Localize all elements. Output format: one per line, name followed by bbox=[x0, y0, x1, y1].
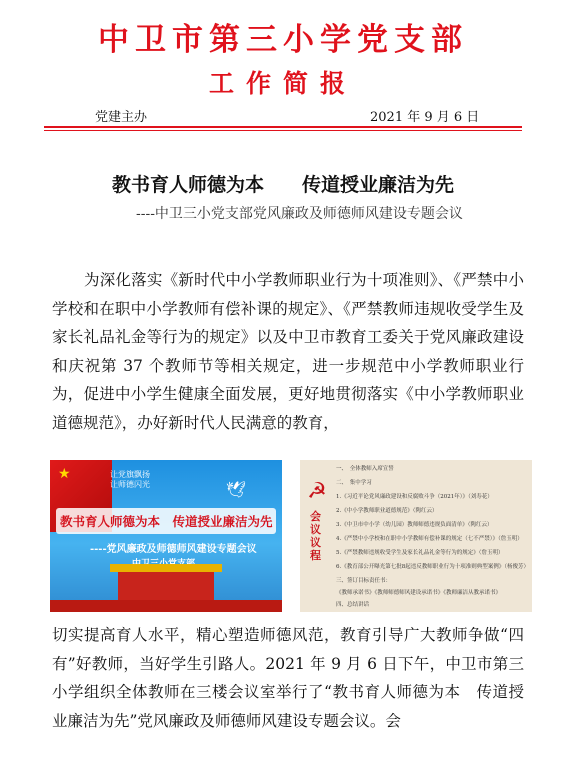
issue-date: 2021 年 9 月 6 日 bbox=[370, 110, 480, 125]
article-title: 教书育人师德为本 传道授业廉洁为先 bbox=[111, 174, 454, 196]
banner-main-text: 教书育人师德为本 传道授业廉洁为先 bbox=[60, 514, 273, 529]
agenda-item: 2.《中小学教师职业道德规范》（陶红云） bbox=[336, 508, 438, 514]
meeting-agenda-photo bbox=[300, 460, 532, 612]
party-emblem-icon: ☭ bbox=[307, 479, 327, 504]
agenda-item: 3.《中卫市中小学（幼儿园）教师师德违规负面清单》（陶红云） bbox=[336, 522, 493, 528]
agenda-item: 4.《严禁中小学校和在职中小学教师有偿补课的规定（七不严禁）》（詹玉明） bbox=[336, 536, 523, 542]
meeting-banner-photo bbox=[50, 460, 282, 612]
banner-sub-text: ----党风廉政及师德师风建设专题会议 bbox=[90, 544, 257, 555]
org-title: 中卫市第三小学党支部 bbox=[98, 22, 468, 58]
dove-icon: 🕊 bbox=[226, 480, 247, 499]
agenda-item: 二、 集中学习 bbox=[336, 480, 372, 486]
agenda-item: 《教师承诺书》《教师师德师风建设承诺书》《教师廉洁从教承诺书》 bbox=[336, 590, 502, 596]
star-icon: ★ bbox=[58, 466, 71, 482]
agenda-item: 1.《习近平论党风廉政建设和反腐败斗争（2021年）》（刘寿花） bbox=[336, 494, 493, 500]
agenda-item: 四、总结讲话 bbox=[336, 602, 370, 608]
article-subtitle: ----中卫三小党支部党风廉政及师德师风建设专题会议 bbox=[136, 206, 463, 222]
agenda-item: 一、 全体教师入席宣誓 bbox=[336, 466, 394, 472]
tiananmen-gate-shape bbox=[118, 572, 214, 602]
article-paragraph-1: 为深化落实《新时代中小学教师职业行为十项准则》、《严禁中小学校和在职中小学教师有偿补课的规定》、《严禁教师违规收受学生及家长礼品礼金等行为的规定》以及中卫市教育工委关于党风廉政建设和庆祝第 37 个教师节等相关规定，进一步规范中小学教师职业行为，促进中小学生健康全面发展，更好地贯彻落实《中小学教师职业道德规范》，办好新时代人民满意的教育， bbox=[52, 271, 524, 432]
banner-ground bbox=[50, 600, 282, 612]
banner-logo-text: 让党旗飘扬 让师德闪光 bbox=[110, 470, 150, 489]
host-label: 党建主办 bbox=[95, 110, 148, 125]
agenda-item: 三、签订目标责任书： bbox=[336, 578, 392, 584]
header-rule-thick bbox=[44, 126, 522, 128]
agenda-item: 5.《严禁教师违规收受学生及家长礼品礼金等行为的规定》（詹玉明） bbox=[336, 550, 504, 556]
agenda-item: 6.《教育部公开曝光第七批8起违反教师职业行为十项准则典型案例》（杨俊芳） bbox=[336, 564, 529, 570]
header-rule-thin bbox=[44, 130, 522, 131]
article-paragraph-2: 切实提高育人水平，精心塑造师德风范，教育引导广大教师争做“四有”好教师，当好学生引路人。2021 年 9 月 6 日下午，中卫市第三小学组织全体教师在三楼会议室举行了“教书育人师德为本 传道授业廉洁为先”党风廉政及师德师风建设专题会议。会 bbox=[52, 626, 524, 730]
bulletin-title: 工作简报 bbox=[208, 69, 357, 98]
agenda-side-title: 会议议程 bbox=[310, 510, 321, 562]
